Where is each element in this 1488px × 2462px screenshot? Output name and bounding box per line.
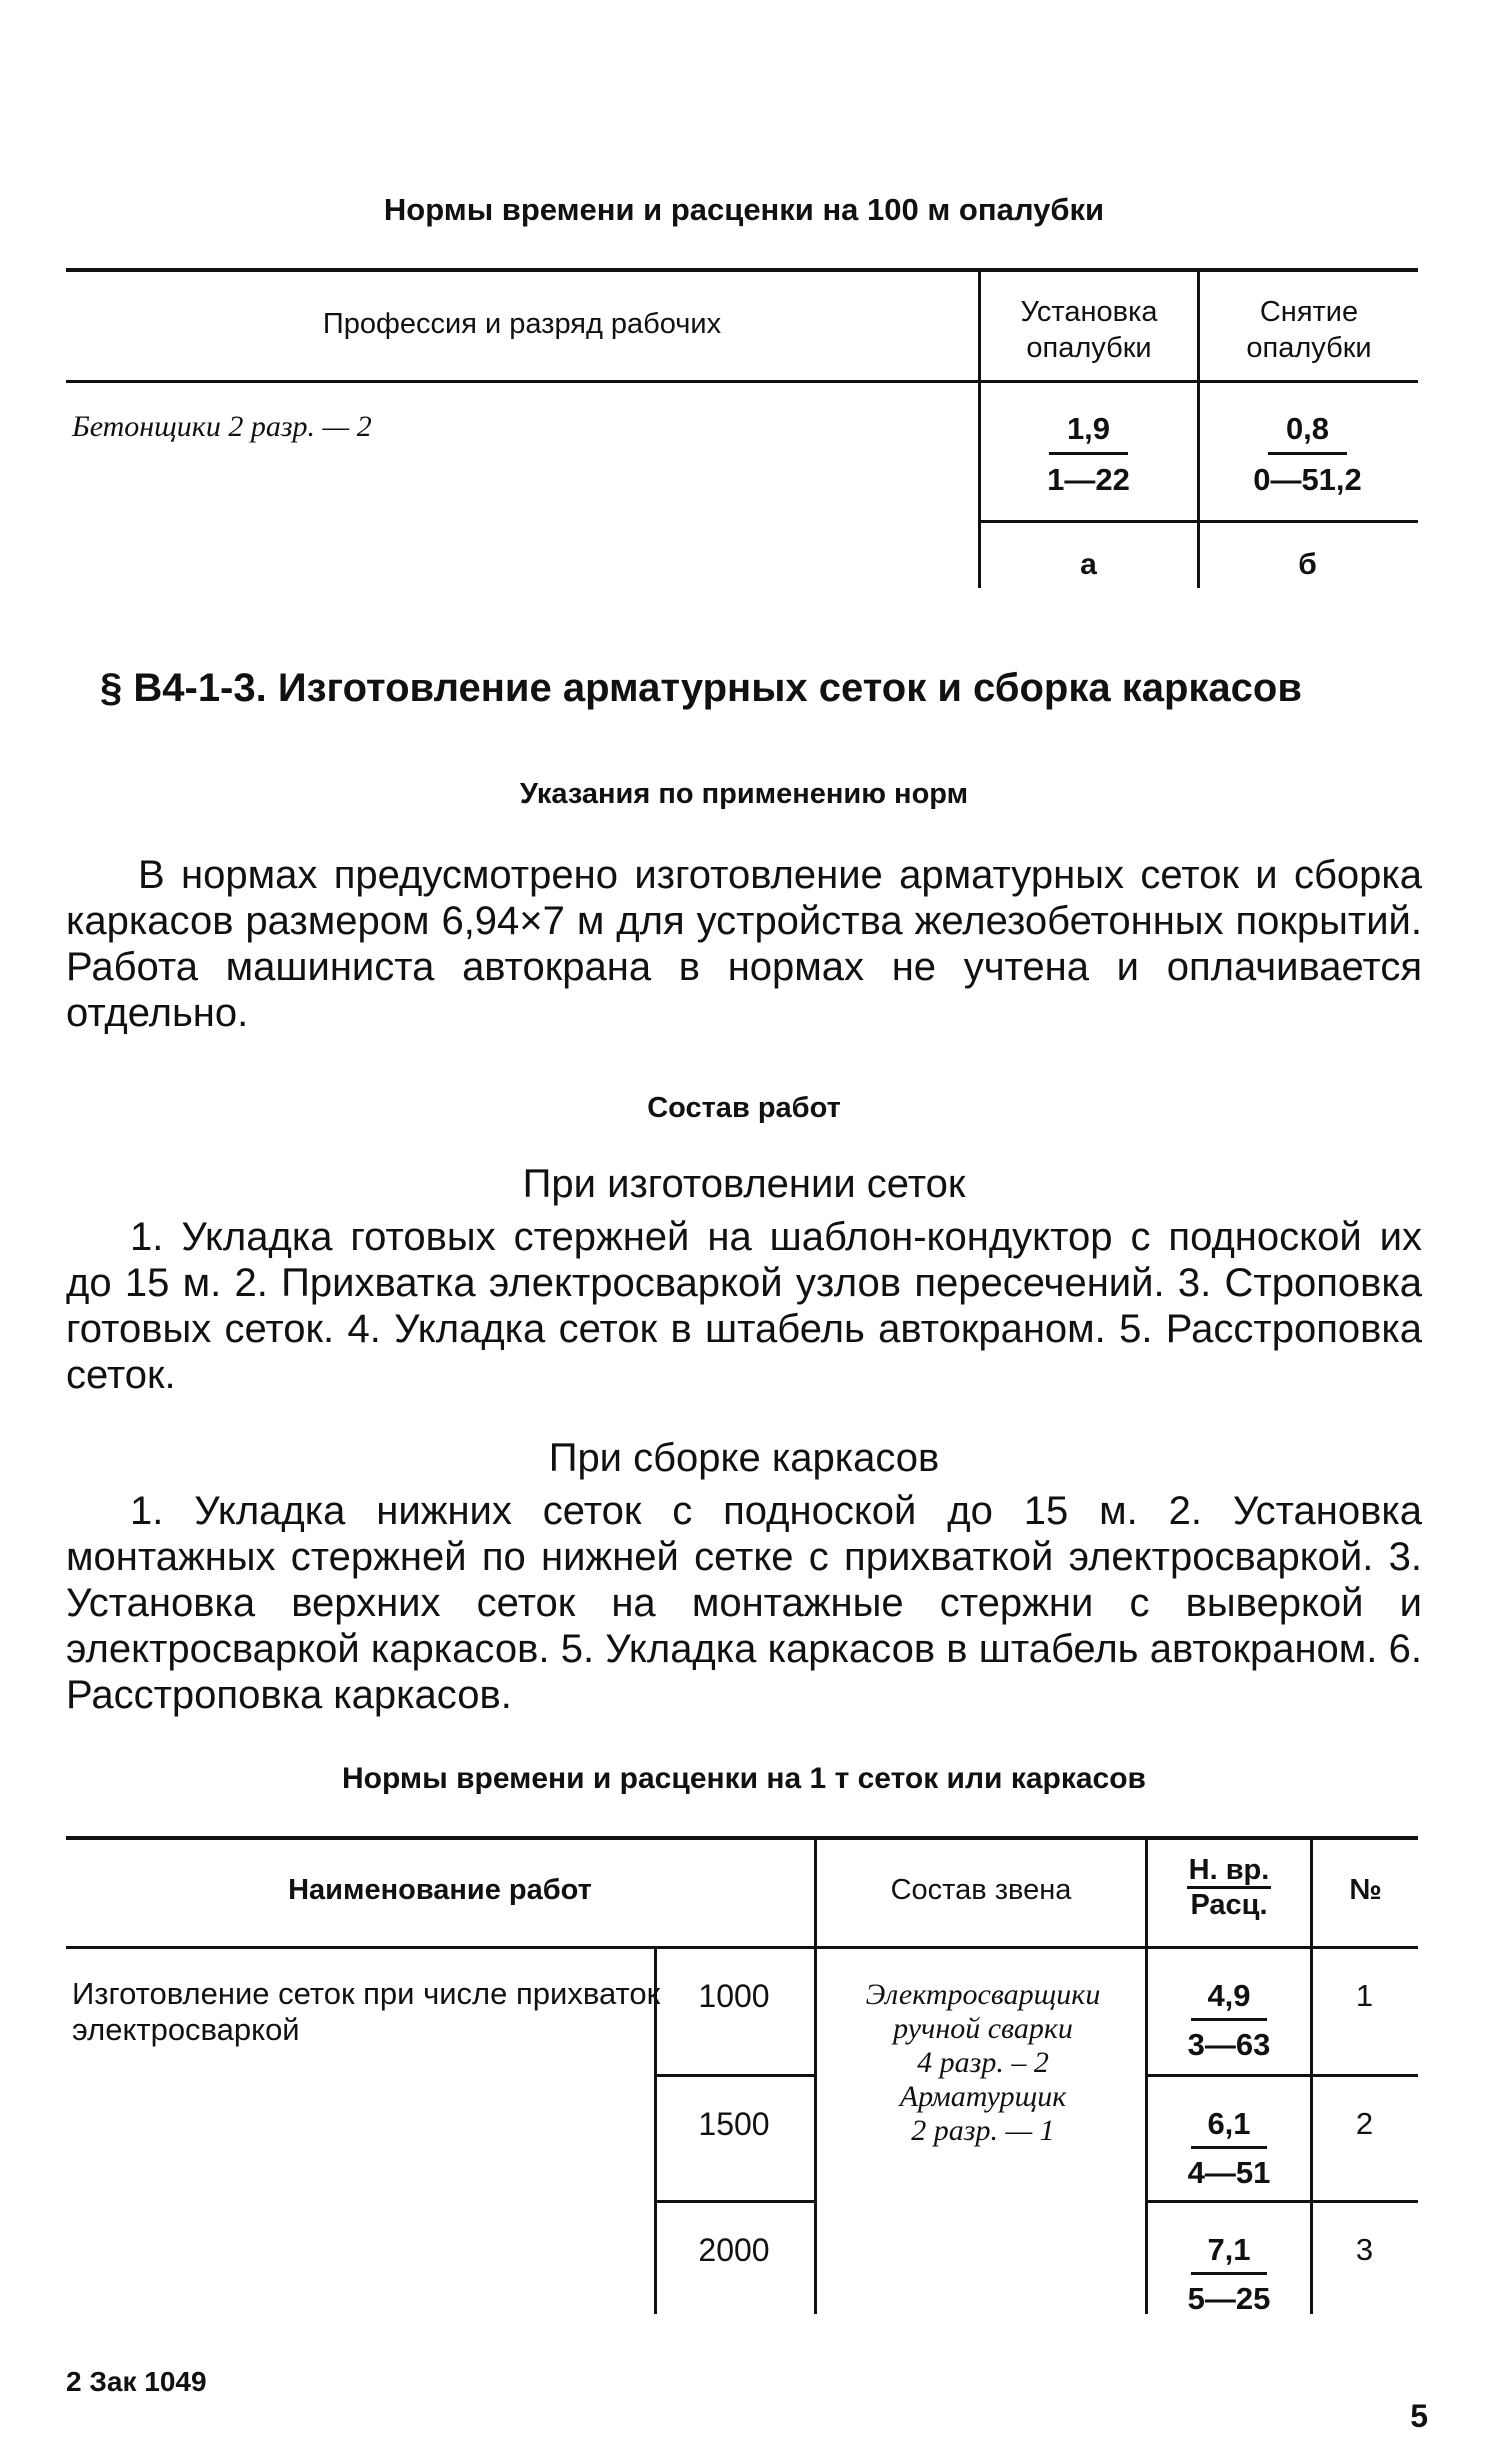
table2-header-norm-rate	[1147, 1854, 1311, 1921]
header-norm: Н. вр.	[1187, 1854, 1272, 1889]
table1-top-rule	[66, 268, 1418, 272]
section-title: § В4-1-3. Изготовление арматурных сеток и сборка каркасов	[100, 666, 1302, 710]
header-remove-line2: опалубки	[1246, 332, 1372, 364]
norm-2: 6,1	[1191, 2104, 1266, 2149]
rate-2: 4—51	[1187, 2155, 1271, 2190]
table1-header-rule	[66, 380, 1418, 383]
table2-qty-rule-2	[654, 2200, 814, 2203]
table2-norm-rule-2	[1145, 2200, 1418, 2203]
table2-norm-rate-2	[1147, 2104, 1311, 2193]
crew-line4: Арматурщик	[899, 2080, 1067, 2113]
table2-no-1: 1	[1355, 1978, 1374, 2013]
remove-norm: 0,8	[1268, 408, 1347, 455]
crew-line2: ручной сварки	[893, 2012, 1073, 2045]
table2-header-rule	[66, 1946, 1418, 1949]
table2-title: Нормы времени и расценки на 1 т сеток или каркасов	[342, 1762, 1146, 1795]
header-remove-line1: Снятие	[1259, 296, 1359, 328]
table2-top-rule	[66, 1836, 1418, 1840]
table1-title: Нормы времени и расценки на 100 м опалубки	[383, 192, 1105, 227]
table2-qty-1: 1000	[698, 1978, 770, 2014]
page-number: 5	[1410, 2398, 1428, 2434]
rate-3: 5—25	[1187, 2281, 1271, 2316]
table2-work-name: Изготовление сеток при числе прихваток электросваркой	[72, 1976, 661, 2047]
table2-no-3: 3	[1355, 2232, 1374, 2267]
header-rate: Расц.	[1190, 1889, 1268, 1921]
mesh-text: 1. Укладка готовых стержней на шаблон-кондуктор с подноской их до 15 м. 2. Прихватка электросваркой узлов пересечений. 3. Строповка готовых сеток. 4. Укладка сеток в штабель автокраном. 5. Расстроповка сеток.	[66, 1215, 1422, 1397]
table2-no-2: 2	[1355, 2106, 1374, 2141]
install-rate: 1—22	[1047, 462, 1130, 497]
norm-3: 7,1	[1191, 2230, 1266, 2275]
mesh-heading: При изготовлении сеток	[522, 1162, 966, 1206]
table1-install-value	[979, 408, 1198, 501]
table2-header-crew: Состав звена	[890, 1874, 1072, 1906]
header-install-line2: опалубки	[1026, 332, 1152, 364]
guidance-heading: Указания по применению норм	[519, 778, 969, 810]
table2-header-work: Наименование работ	[288, 1874, 592, 1906]
table1-col-letter-a: а	[1080, 548, 1097, 581]
frame-text: 1. Укладка нижних сеток с подноской до 15 м. 2. Установка монтажных стержней по нижней сетке с прихваткой электросваркой. 3. Установка верхних сеток на монтажные стержни с выверкой и электросваркой каркасов. 5. Укладка каркасов в штабель автокраном. 6. Расстроповка каркасов.	[66, 1489, 1422, 1717]
table1-row-rule	[978, 520, 1418, 523]
table1-header-profession: Профессия и разряд рабочих	[322, 308, 722, 340]
table2-crew	[818, 1978, 1148, 2148]
table1-row-profession: Бетонщики 2 разр. — 2	[72, 410, 372, 443]
crew-line3: 4 разр. – 2	[917, 2046, 1049, 2079]
table2-norm-rate-3	[1147, 2230, 1311, 2319]
crew-line5: 2 разр. — 1	[911, 2114, 1055, 2147]
table2-header-no: №	[1349, 1874, 1382, 1906]
install-norm: 1,9	[1049, 408, 1128, 455]
remove-rate: 0—51,2	[1253, 462, 1362, 497]
table2-divider-work	[814, 1836, 817, 2314]
table1-header-install	[981, 294, 1197, 366]
table2-qty-rule-1	[654, 2074, 814, 2077]
order-number: 2 Зак 1049	[66, 2366, 207, 2397]
work-composition-heading: Состав работ	[647, 1092, 841, 1124]
table1-header-remove	[1200, 294, 1418, 366]
frame-heading: При сборке каркасов	[548, 1436, 940, 1480]
crew-line1: Электросварщики	[865, 1978, 1101, 2011]
table2-qty-2: 1500	[698, 2106, 770, 2142]
table2	[66, 1836, 1418, 2316]
table1-remove-value	[1198, 408, 1417, 501]
table2-norm-rate-1	[1147, 1976, 1311, 2065]
rate-1: 3—63	[1187, 2027, 1271, 2062]
header-install-line1: Установка	[1020, 296, 1158, 328]
table2-norm-rule-1	[1145, 2074, 1418, 2077]
table2-qty-3: 2000	[698, 2232, 770, 2268]
guidance-text: В нормах предусмотрено изготовление арматурных сеток и сборка каркасов размером 6,94×7 м для устройства железобетонных покрытий. Работа машиниста автокрана в нормах не учтена и оплачивается отдельно.	[66, 853, 1422, 1035]
norm-1: 4,9	[1191, 1976, 1266, 2021]
table1-col-letter-b: б	[1298, 548, 1317, 581]
